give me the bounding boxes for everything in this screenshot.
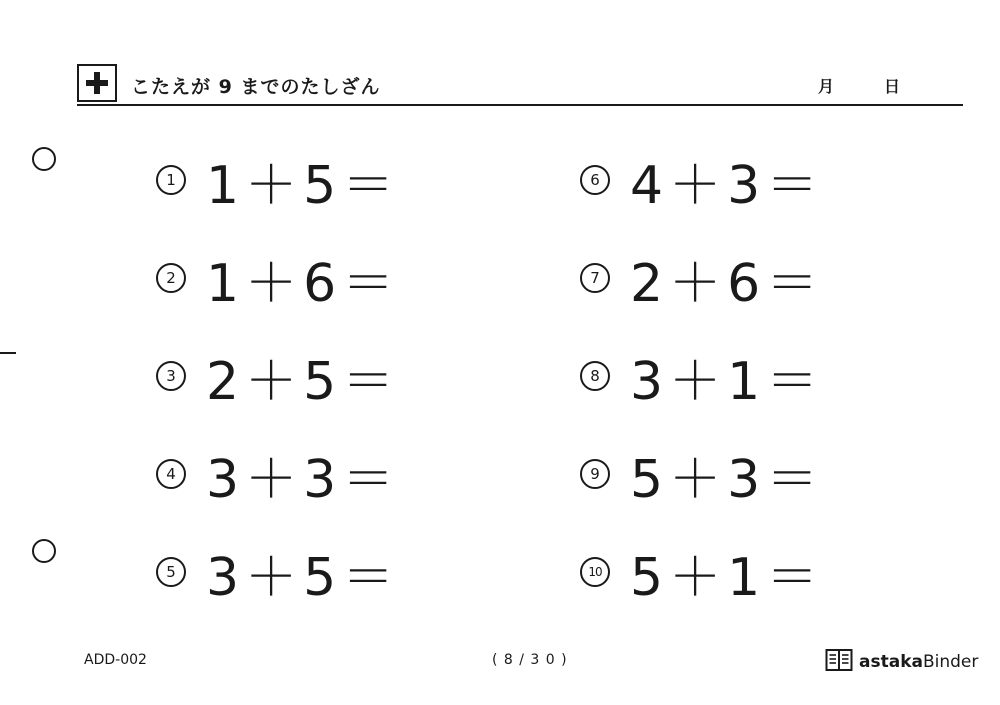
brand-name-bold: astaka: [859, 652, 923, 672]
month-label: 月: [818, 77, 835, 96]
problem-9: [580, 439, 824, 509]
problem-2: [156, 243, 400, 313]
problem-number: 4: [156, 459, 186, 489]
problem-expression: 1＋6＝: [206, 253, 401, 314]
problem-number: 3: [156, 361, 186, 391]
worksheet-header: [77, 64, 963, 106]
book-icon: [825, 648, 853, 676]
binder-hole-bottom: [32, 539, 56, 563]
problem-number: 6: [580, 165, 610, 195]
problem-number: 8: [580, 361, 610, 391]
brand-name: [859, 652, 978, 672]
worksheet-code: ADD-002: [84, 652, 147, 668]
brand-logo: [825, 648, 978, 676]
problem-expression: 5＋1＝: [630, 547, 825, 608]
problem-expression: 1＋5＝: [206, 155, 401, 216]
brand-name-light: Binder: [922, 652, 979, 672]
problem-expression: 3＋1＝: [630, 351, 825, 412]
worksheet-title: こたえが 9 までのたしざん: [131, 76, 381, 98]
problem-number: 5: [156, 557, 186, 587]
binder-hole-top: [32, 147, 56, 171]
problem-10: [580, 537, 824, 607]
problem-number: 2: [156, 263, 186, 293]
problem-number: 7: [580, 263, 610, 293]
problem-3: [156, 341, 400, 411]
problem-expression: 2＋6＝: [630, 253, 825, 314]
problem-6: [580, 145, 824, 215]
problem-number: 1: [156, 165, 186, 195]
plus-icon: [77, 64, 117, 102]
problem-expression: 2＋5＝: [206, 351, 401, 412]
problem-number: 10: [580, 557, 610, 587]
problem-4: [156, 439, 400, 509]
problem-expression: 4＋3＝: [630, 155, 825, 216]
problem-expression: 5＋3＝: [630, 449, 825, 510]
problem-expression: 3＋3＝: [206, 449, 401, 510]
day-label: 日: [884, 77, 901, 96]
problem-7: [580, 243, 824, 313]
problem-1: [156, 145, 400, 215]
problem-expression: 3＋5＝: [206, 547, 401, 608]
problem-number: 9: [580, 459, 610, 489]
problem-5: [156, 537, 400, 607]
problem-8: [580, 341, 824, 411]
fold-mark: [0, 352, 16, 354]
page-indicator: ( 8 / 3 0 ): [492, 652, 568, 668]
